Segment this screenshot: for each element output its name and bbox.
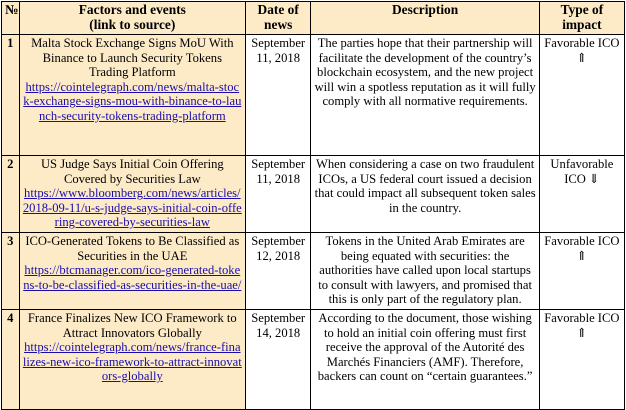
description-cell: Tokens in the United Arab Emirates are being equated with securities: the authorities have called upon local startups to consult with lawyers, and promised that this is only part of the regulatory plan. — [311, 233, 539, 310]
source-link[interactable]: https://www.bloomberg.com/news/articles/2018-09-11/u-s-judge-says-initial-coin-offering-covered-by-securities-law — [22, 186, 242, 230]
row-number: 3 — [2, 233, 20, 310]
header-factors-label: Factors and events — [78, 2, 186, 17]
header-date-sub: news — [264, 16, 293, 32]
factor-cell — [19, 233, 245, 310]
news-date: September 12, 2018 — [245, 233, 310, 310]
row-number: 2 — [2, 156, 20, 233]
description-cell: The parties hope that their partnership will facilitate the development of the country’s blockchain ecosystem, and the new project will win a spotless reputation as it will fully comply with all normative requirements. — [311, 35, 539, 156]
table-row — [2, 233, 625, 310]
source-link[interactable]: https://cointelegraph.com/news/malta-stock-exchange-signs-mou-with-binance-to-launch-security-tokens-trading-platform — [23, 79, 242, 123]
header-impact — [539, 2, 624, 35]
impact-cell: Favorable ICO ⇑ — [539, 35, 624, 156]
table-row — [2, 35, 625, 156]
impact-cell: Unfavorable ICO ⇓ — [539, 156, 624, 233]
header-description: Description — [311, 2, 539, 35]
news-date: September 14, 2018 — [245, 310, 310, 410]
description-cell: When considering a case on two fraudulent ICOs, a US federal court issued a decision that could impact all subsequent token sales in the country. — [311, 156, 539, 233]
header-date — [245, 2, 310, 35]
header-factors — [19, 2, 245, 35]
factor-cell — [19, 156, 245, 233]
row-number: 1 — [2, 35, 20, 156]
header-factors-sub: (link to source) — [89, 16, 176, 32]
description-cell: According to the document, those wishing to hold an initial coin offering must first receive the approval of the Autorité des Marchés Financiers (AMF). Therefore, backers can count on “certain guarantees.” — [311, 310, 539, 410]
factor-title: US Judge Says Initial Coin Offering Covered by Securities Law — [40, 157, 224, 186]
impact-cell: Favorable ICO ⇑ — [539, 233, 624, 310]
factor-title: Malta Stock Exchange Signs MoU With Binance to Launch Security Tokens Trading Platform — [31, 36, 234, 80]
source-link[interactable]: https://cointelegraph.com/news/france-finalizes-new-ico-framework-to-attract-innovators-globally — [22, 340, 242, 384]
news-date: September 11, 2018 — [245, 156, 310, 233]
impact-cell: Favorable ICO ⇑ — [539, 310, 624, 410]
factor-title: ICO-Generated Tokens to Be Classified as Securities in the UAE — [25, 234, 240, 263]
source-link[interactable]: https://btcmanager.com/ico-generated-tokens-to-be-classified-as-securities-in-the-uae/ — [23, 263, 242, 292]
header-num: № — [2, 2, 20, 35]
news-date: September 11, 2018 — [245, 35, 310, 156]
factor-title: France Finalizes New ICO Framework to Attract Innovators Globally — [27, 311, 237, 340]
factor-cell — [19, 310, 245, 410]
table-row — [2, 310, 625, 410]
factor-cell — [19, 35, 245, 156]
row-number: 4 — [2, 310, 20, 410]
table-row — [2, 156, 625, 233]
header-date-label: Date of — [257, 2, 299, 17]
header-row — [2, 2, 625, 35]
header-impact-label: Type of — [560, 2, 604, 17]
news-table — [1, 1, 625, 410]
header-impact-sub: impact — [562, 16, 602, 32]
